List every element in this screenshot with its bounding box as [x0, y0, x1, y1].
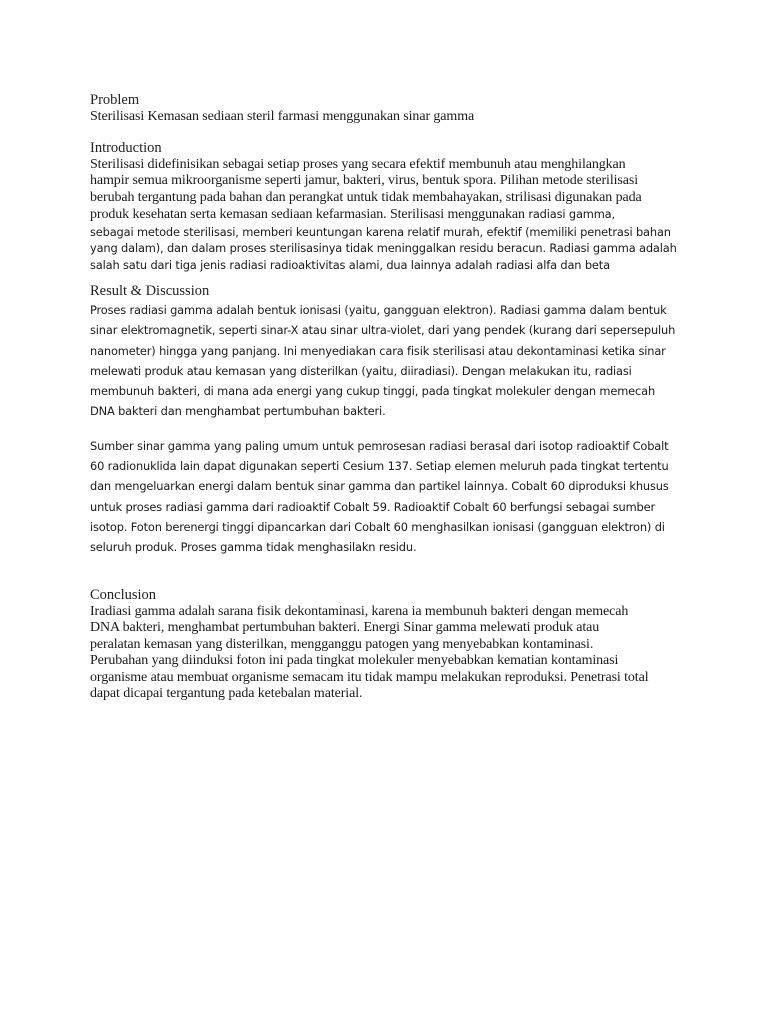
introduction-heading: Introduction — [90, 139, 162, 156]
text-line: yang dalam), dan dalam proses sterilisasinya tidak meninggalkan residu beracun. Radiasi gamma adalah — [90, 241, 677, 255]
text-line: seluruh produk. Proses gamma tidak menghasilakn residu. — [90, 540, 417, 555]
text-line: DNA bakteri, menghambat pertumbuhan bakteri. Energi Sinar gamma melewati produk atau — [90, 620, 600, 636]
text-line: 60 radionuklida lain dapat digunakan seperti Cesium 137. Setiap elemen meluruh pada tingkat tertentu — [90, 459, 669, 474]
text-fragment: produk kesehatan serta kemasan sediaan kefarmasian. Sterilisasi menggunakan — [90, 207, 529, 222]
introduction-paragraph-continued — [90, 224, 690, 274]
result-paragraph-2 — [90, 436, 690, 558]
text-line: Perubahan yang diinduksi foton ini pada tingkat molekuler menyebabkan kematian kontaminasi — [90, 653, 619, 669]
text-line: sinar elektromagnetik, seperti sinar-X atau sinar ultra-violet, dari yang pendek (kurang dari sepersepuluh — [90, 323, 676, 338]
text-line: Sterilisasi didefinisikan sebagai setiap proses yang secara efektif membunuh atau menghilangkan — [90, 156, 626, 172]
text-line: Iradiasi gamma adalah sarana fisik dekontaminasi, karena ia membunuh bakteri dengan memecah — [90, 603, 629, 619]
text-line: peralatan kemasan yang disterilkan, mengganggu patogen yang menyebabkan kontaminasi. — [90, 636, 594, 652]
text-fragment: radiasi gamma, — [528, 207, 615, 221]
text-line: Sumber sinar gamma yang paling umum untuk pemrosesan radiasi berasal dari isotop radioaktif Cobalt — [90, 438, 669, 453]
text-line-mixed — [90, 206, 690, 224]
text-line: isotop. Foton berenergi tinggi dipancarkan dari Cobalt 60 menghasilkan ionisasi (gangguan elektron) di — [90, 519, 665, 534]
conclusion-paragraph — [90, 604, 690, 703]
text-line: membunuh bakteri, di mana ada energi yang cukup tinggi, pada tingkat molekuler dengan memecah — [90, 384, 656, 399]
text-line: sebagai metode sterilisasi, memberi keuntungan karena relatif murah, efektif (memiliki penetrasi bahan — [90, 224, 671, 239]
problem-heading: Problem — [90, 92, 140, 108]
text-line: nanometer) hingga yang panjang. Ini menyediakan cara fisik sterilisasi atau dekontaminasi ketika sinar — [90, 343, 666, 358]
document-page — [90, 92, 690, 703]
text-line: dan mengeluarkan energi dalam bentuk sinar gamma dan partikel lainnya. Cobalt 60 diproduksi khusus — [90, 479, 669, 494]
text-line: hampir semua mikroorganisme seperti jamur, bakteri, virus, bentuk spora. Pilihan metode sterilisasi — [90, 173, 638, 188]
text-line: DNA bakteri dan menghambat pertumbuhan bakteri. — [90, 404, 386, 419]
text-line: untuk proses radiasi gamma dari radioaktif Cobalt 59. Radioaktif Cobalt 60 berfungsi sebagai sumber — [90, 499, 656, 514]
text-line: dapat dicapai tergantung pada ketebalan material. — [90, 686, 363, 702]
text-line: organisme atau membuat organisme semacam itu tidak mampu melakukan reproduksi. Penetrasi total — [90, 669, 649, 685]
result-heading: Result & Discussion — [90, 283, 210, 299]
text-line: Proses radiasi gamma adalah bentuk ionisasi (yaitu, gangguan elektron). Radiasi gamma dalam bentuk — [90, 303, 667, 317]
result-paragraph-1 — [90, 300, 690, 422]
introduction-paragraph — [90, 157, 690, 224]
text-line: berubah tergantung pada bahan dan perangkat untuk tidak membahayakan, strilisasi digunakan pada — [90, 189, 642, 205]
text-line: salah satu dari tiga jenis radiasi radioaktivitas alami, dua lainnya adalah radiasi alfa dan beta — [90, 257, 610, 272]
problem-text: Sterilisasi Kemasan sediaan steril farmasi menggunakan sinar gamma — [90, 109, 475, 124]
text-line: melewati produk atau kemasan yang disterilkan (yaitu, diiradiasi). Dengan melakukan itu, radiasi — [90, 363, 632, 378]
conclusion-heading: Conclusion — [90, 586, 157, 603]
